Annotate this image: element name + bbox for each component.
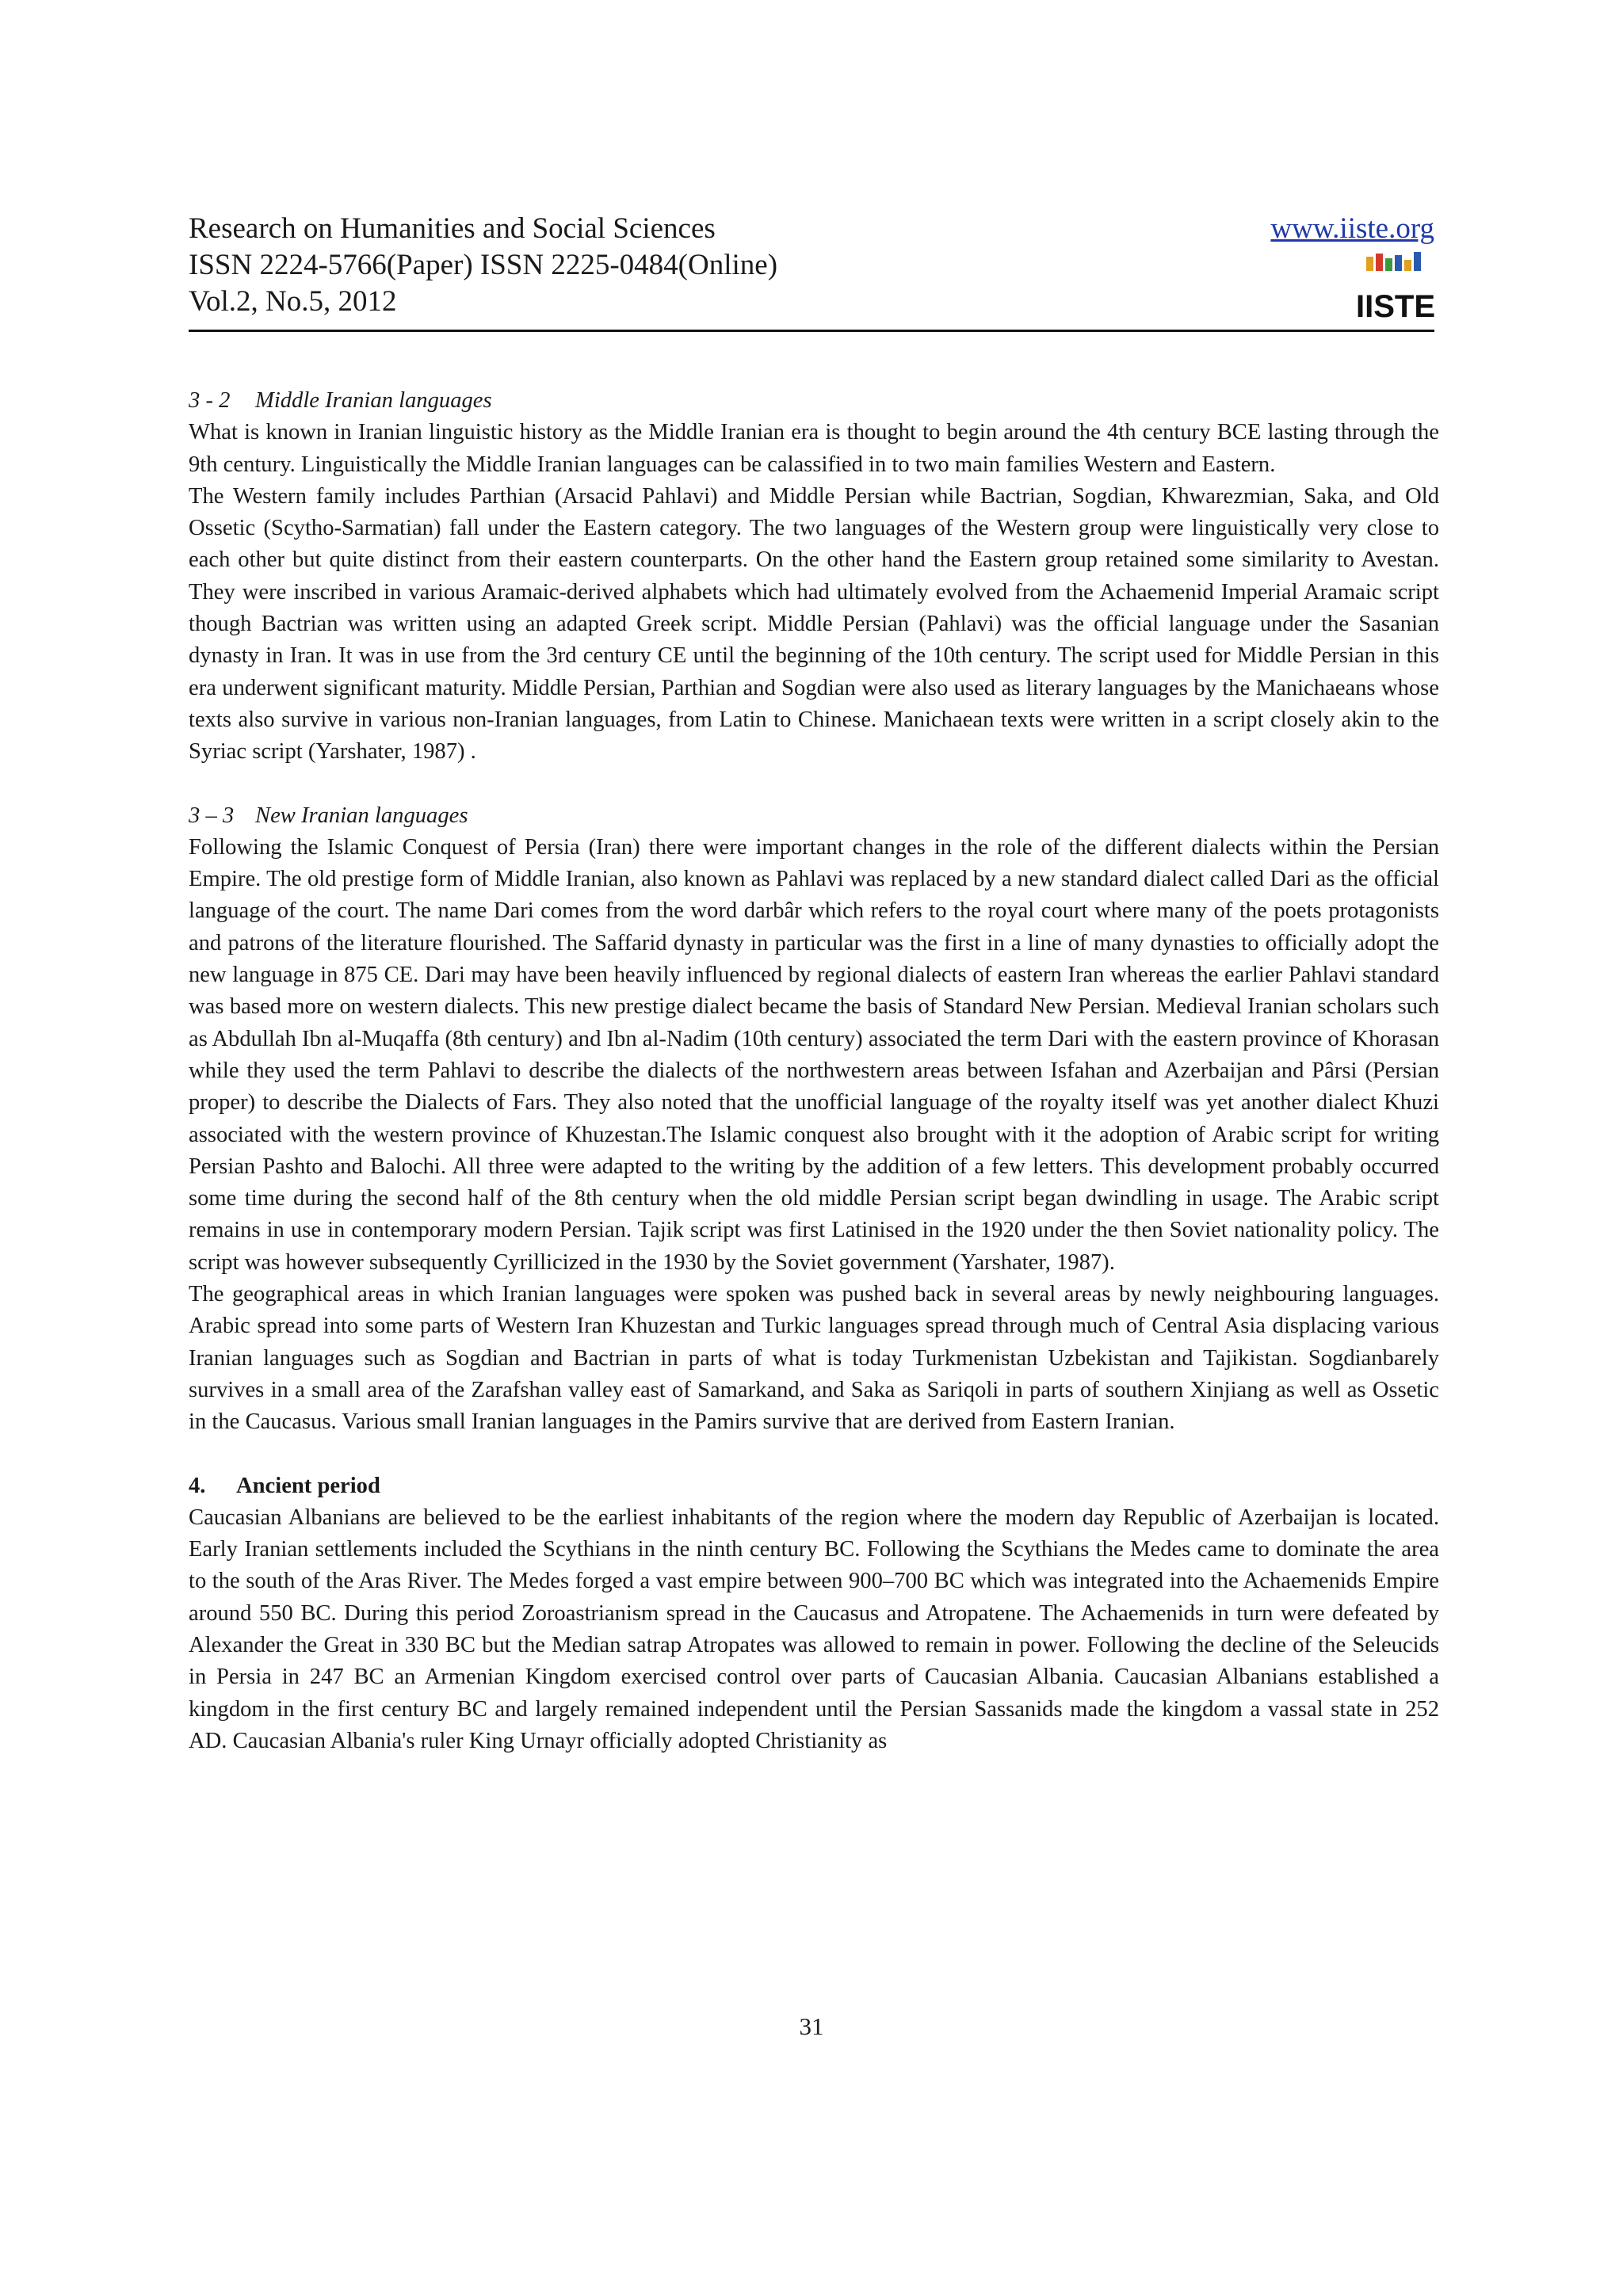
journal-volume: Vol.2, No.5, 2012 — [189, 285, 397, 318]
page-header — [189, 211, 1434, 332]
section-heading — [189, 385, 1439, 417]
section-heading — [189, 800, 1439, 832]
section-heading — [189, 1470, 1439, 1502]
journal-issn: ISSN 2224-5766(Paper) ISSN 2225-0484(Online) — [189, 249, 778, 281]
section-number: 3 - 2 — [189, 388, 231, 413]
journal-title: Research on Humanities and Social Sciences — [189, 212, 716, 245]
paragraph: The Western family includes Parthian (Arsacid Pahlavi) and Middle Persian while Bactrian, Sogdian, Khwarezmian, Saka, and Old Ossetic (Scytho-Sarmatian) fall under the Eastern category. The two languages of the Western group were linguistically very close to each other but quite distinct from their eastern counterparts. On the other hand the Eastern group retained some similarity to Avestan. They were inscribed in various Aramaic-derived alphabets which had ultimately evolved from the Achaemenid Imperial Aramaic script though Bactrian was written using an adapted Greek script. Middle Persian (Pahlavi) was the official language under the Sasanian dynasty in Iran. It was in use from the 3rd century CE until the beginning of the 10th century. The script used for Middle Persian in this era underwent significant maturity. Middle Persian, Parthian and Sogdian were also used as literary languages by the Manichaeans whose texts also survive in various non-Iranian languages, from Latin to Chinese. Manichaean texts were written in a script closely akin to the Syriac script (Yarshater, 1987) . — [189, 483, 1439, 765]
paragraph: The geographical areas in which Iranian languages were spoken was pushed back in several areas by newly neighbouring languages. Arabic spread into some parts of Western Iran Khuzestan and Turkic languages spread through much of Central Asia displacing various Iranian languages such as Sogdian and Bactrian in parts of what is today Turkmenistan Uzbekistan and Tajikistan. Sogdianbarely survives in a small area of the Zarafshan valley east of Samarkand, and Saka as Sariqoli in parts of southern Xinjiang as well as Ossetic in the Caucasus. Various small Iranian languages in the Pamirs survive that are derived from Eastern Iranian. — [189, 1282, 1439, 1435]
section-number: 3 – 3 — [189, 803, 235, 828]
logo-text: IISTE — [1355, 289, 1436, 324]
section-title: Middle Iranian languages — [255, 388, 492, 413]
paragraph: Caucasian Albanians are believed to be the earliest inhabitants of the region where the modern day Republic of Azerbaijan is located. Early Iranian settlements included the Scythians in the ninth century BC. Following the Scythians the Medes came to dominate the area to the south of the Aras River. The Medes forged a vast empire between 900–700 BC which was integrated into the Achaemenids Empire around 550 BC. During this period Zoroastrianism spread in the Caucasus and Atropatene. The Achaemenids in turn were defeated by Alexander the Great in 330 BC but the Median satrap Atropates was allowed to remain in power. Following the decline of the Seleucids in Persia in 247 BC an Armenian Kingdom exercised control over parts of Caucasian Albania. Caucasian Albanians established a kingdom in the first century BC and largely remained independent until the Persian Sassanids made the kingdom a vassal state in 252 AD. Caucasian Albania's ruler King Urnayr officially adopted Christianity as — [189, 1505, 1439, 1753]
website-link[interactable]: www.iiste.org — [1270, 212, 1434, 245]
section-number: 4. — [189, 1473, 206, 1498]
article-body — [189, 385, 1439, 1757]
page-number: 31 — [799, 2012, 824, 2040]
iiste-logo-icon — [1355, 252, 1436, 324]
section-title: New Iranian languages — [255, 803, 468, 828]
paragraph: What is known in Iranian linguistic history as the Middle Iranian era is thought to begin around the 4th century BCE lasting through the 9th century. Linguistically the Middle Iranian languages can be calassified in to two main families Western and Eastern. — [189, 420, 1439, 477]
section-title: Ancient period — [236, 1473, 380, 1498]
paragraph: Following the Islamic Conquest of Persia (Iran) there were important changes in the role of the different dialects within the Persian Empire. The old prestige form of Middle Iranian, also known as Pahlavi was replaced by a new standard dialect called Dari as the official language of the court. The name Dari comes from the word darbâr which refers to the royal court where many of the poets protagonists and patrons of the literature flourished. The Saffarid dynasty in particular was the first in a line of many dynasties to officially adopt the new language in 875 CE. Dari may have been heavily influenced by regional dialects of eastern Iran whereas the earlier Pahlavi standard was based more on western dialects. This new prestige dialect became the basis of Standard New Persian. Medieval Iranian scholars such as Abdullah Ibn al-Muqaffa (8th century) and Ibn al-Nadim (10th century) associated the term Dari with the eastern province of Khorasan while they used the term Pahlavi to describe the dialects of the northwestern areas between Isfahan and Azerbaijan and Pârsi (Persian proper) to describe the Dialects of Fars. They also noted that the unofficial language of the royalty itself was yet another dialect Khuzi associated with the western province of Khuzestan.The Islamic conquest also brought with it the adoption of Arabic script for writing Persian Pashto and Balochi. All three were adapted to the writing by the addition of a few letters. This development probably occurred some time during the second half of the 8th century when the old middle Persian script began dwindling in usage. The Arabic script remains in use in contemporary modern Persian. Tajik script was first Latinised in the 1920 under the then Soviet nationality policy. The script was however subsequently Cyrillicized in the 1930 by the Soviet government (Yarshater, 1987). — [189, 834, 1439, 1275]
